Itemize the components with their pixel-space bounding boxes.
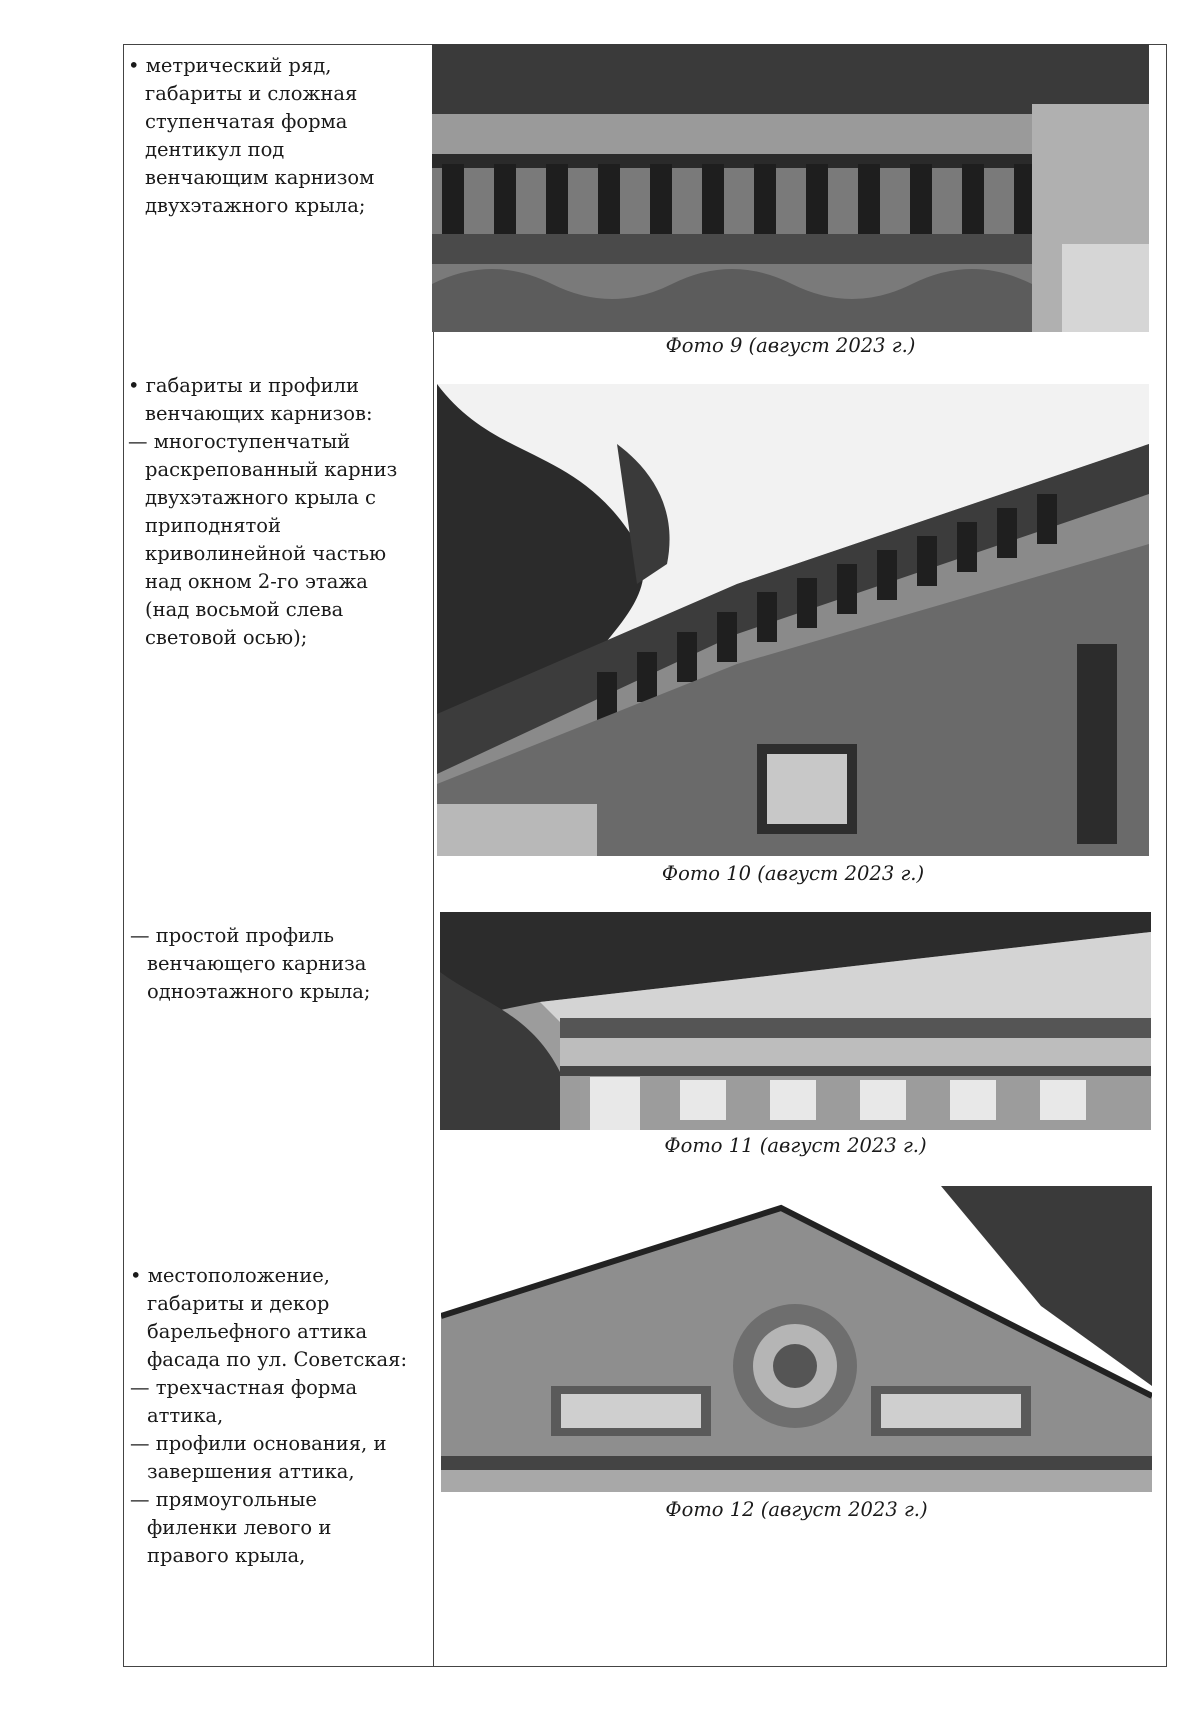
text-line: приподнятой bbox=[145, 514, 282, 537]
text-line: — многоступенчатый bbox=[128, 430, 351, 453]
text-line: фасада по ул. Советская: bbox=[147, 1348, 408, 1371]
text-line: завершения аттика, bbox=[147, 1460, 355, 1483]
photo-12-caption: Фото 12 (август 2023 г.) bbox=[665, 1498, 928, 1521]
text-line: габариты и декор bbox=[147, 1292, 330, 1315]
photo-12 bbox=[441, 1186, 1152, 1492]
text-line: двухэтажного крыла; bbox=[145, 194, 366, 217]
text-line: — трехчастная форма bbox=[130, 1376, 358, 1399]
text-line: правого крыла, bbox=[147, 1544, 306, 1567]
text-line: раскрепованный карниз bbox=[145, 458, 398, 481]
text-block-simple-cornice bbox=[130, 922, 370, 1006]
text-line: • габариты и профили bbox=[128, 374, 359, 397]
text-line: двухэтажного крыла с bbox=[145, 486, 376, 509]
text-line: световой осью); bbox=[145, 626, 308, 649]
photo-11-caption: Фото 11 (август 2023 г.) bbox=[664, 1134, 927, 1157]
text-line: венчающего карниза bbox=[147, 952, 367, 975]
text-line: дентикул под bbox=[145, 138, 285, 161]
text-line: аттика, bbox=[147, 1404, 224, 1427]
text-line: над окном 2-го этажа bbox=[145, 570, 368, 593]
text-line: — профили основания, и bbox=[130, 1432, 387, 1455]
text-line: венчающим карнизом bbox=[145, 166, 375, 189]
text-line: ступенчатая форма bbox=[145, 110, 348, 133]
photo-10-caption: Фото 10 (август 2023 г.) bbox=[661, 862, 925, 885]
text-line: венчающих карнизов: bbox=[145, 402, 373, 425]
text-line: одноэтажного крыла; bbox=[147, 980, 371, 1003]
photo-9 bbox=[432, 44, 1149, 332]
text-line: • метрический ряд, bbox=[128, 54, 332, 77]
text-block-denticles bbox=[128, 52, 374, 220]
text-line: криволинейной частью bbox=[145, 542, 387, 565]
text-line: • местоположение, bbox=[130, 1264, 330, 1287]
text-block-attic bbox=[130, 1262, 407, 1570]
text-line: филенки левого и bbox=[147, 1516, 332, 1539]
photo-11 bbox=[440, 912, 1151, 1130]
text-line: габариты и сложная bbox=[145, 82, 358, 105]
text-line: (над восьмой слева bbox=[145, 598, 344, 621]
photo-9-caption: Фото 9 (август 2023 г.) bbox=[665, 334, 916, 357]
text-line: барельефного аттика bbox=[147, 1320, 368, 1343]
text-line: — простой профиль bbox=[130, 924, 335, 947]
text-block-cornices bbox=[128, 372, 397, 652]
photo-10 bbox=[437, 384, 1149, 856]
text-line: — прямоугольные bbox=[130, 1488, 317, 1511]
